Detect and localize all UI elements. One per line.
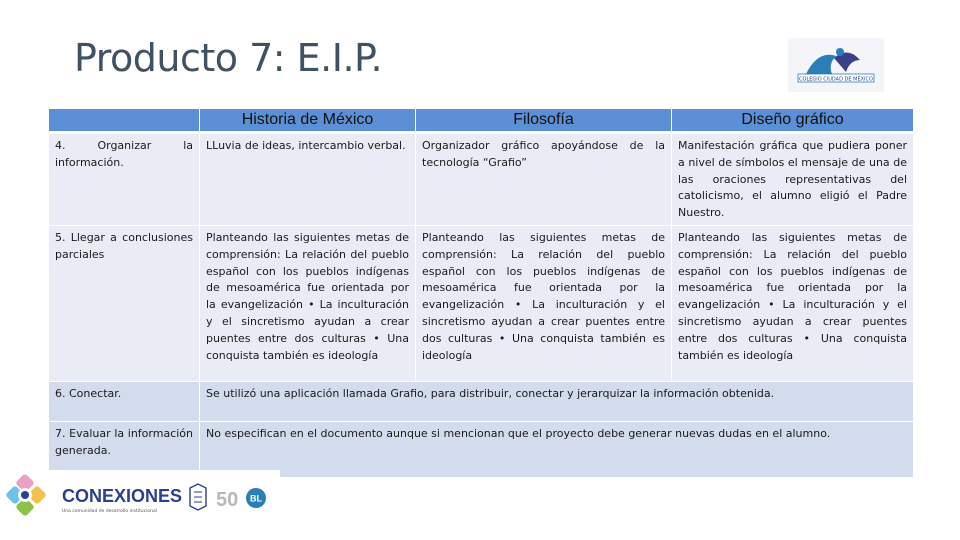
footer-number: 50 — [216, 489, 239, 511]
table-row — [49, 133, 914, 226]
table-cell: Planteando las siguientes metas de comprensión: La relación del pueblo español con los pueblos indígenas de mesoamérica fue orientada por la evangelización • La inculturación y el sincretismo ayudan a crear puentes entre dos culturas • Una conquista también es ideología — [200, 225, 416, 381]
table-cell: LLuvia de ideas, intercambio verbal. — [200, 133, 416, 226]
table-cell: Manifestación gráfica que pudiera poner a nivel de símbolos el mensaje de una de las oraciones representativas del catolicismo, el alumno eligió el Padre Nuestro. — [672, 133, 914, 226]
table-cell: Organizador gráfico apoyándose de la tecnología “Grafio” — [416, 133, 672, 226]
row-label: 4. Organizar la información. — [49, 133, 200, 226]
table-cell: Planteando las siguientes metas de comprensión: La relación del pueblo español con los pueblos indígenas de mesoamérica fue orientada por la evangelización • La inculturación y el sincretismo ayudan a crear puentes entre dos culturas • Una conquista también es ideología — [416, 225, 672, 381]
conexiones-logo-icon — [0, 470, 280, 528]
school-logo-text: COLEGIO CIUDAD DE MÉXICO — [799, 76, 873, 83]
table-cell-merged: Se utilizó una aplicación llamada Grafio, para distribuir, conectar y jerarquizar la información obtenida. — [200, 381, 914, 421]
school-logo-icon — [788, 38, 884, 92]
table-row — [49, 225, 914, 381]
school-logo — [788, 38, 884, 92]
row-label: 5. Llegar a conclusiones parciales — [49, 225, 200, 381]
row-label: 7. Evaluar la información generada. — [49, 421, 200, 477]
comparison-table — [48, 108, 914, 478]
table-header-historia: Historia de México — [200, 109, 416, 133]
footer-logo — [0, 470, 280, 528]
slide-title: Producto 7: E.I.P. — [74, 36, 383, 80]
footer-badge: BL — [250, 493, 262, 504]
table-row — [49, 381, 914, 421]
table-header-diseno: Diseño gráfico — [672, 109, 914, 133]
table-header-empty — [49, 109, 200, 133]
row-label: 6. Conectar. — [49, 381, 200, 421]
table-header-row — [49, 109, 914, 133]
table-cell: Planteando las siguientes metas de comprensión: La relación del pueblo español con los pueblos indígenas de mesoamérica fue orientada por la evangelización • La inculturación y el sincretismo ayudan a crear puentes entre dos culturas • Una conquista también es ideología — [672, 225, 914, 381]
table-cell-merged: No especifican en el documento aunque si mencionan que el proyecto debe generar nuevas dudas en el alumno. — [200, 421, 914, 477]
table-header-filosofia: Filosofía — [416, 109, 672, 133]
footer-brand: CONEXIONES — [62, 486, 183, 506]
footer-tagline: Una comunidad de desarrollo institucional — [62, 509, 157, 514]
